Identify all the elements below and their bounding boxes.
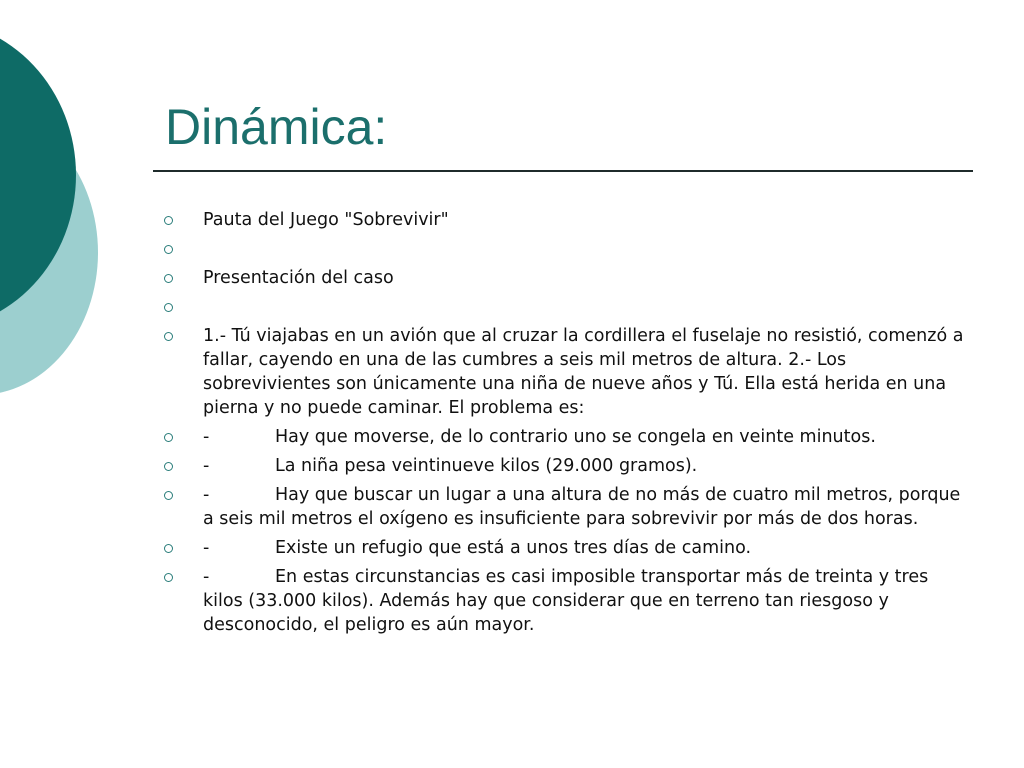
hollow-circle-bullet-icon <box>164 274 173 283</box>
bullet-item-7 <box>160 454 970 478</box>
hollow-circle-bullet-icon <box>164 544 173 553</box>
title-divider <box>153 170 973 172</box>
bullet-item-3 <box>160 266 970 290</box>
hollow-circle-bullet-icon <box>164 303 173 312</box>
hollow-circle-bullet-icon <box>164 573 173 582</box>
bullet-item-6 <box>160 425 970 449</box>
bullet-body: Hay que moverse, de lo contrario uno se congela en veinte minutos. <box>275 427 876 447</box>
bullet-body: En estas circunstancias es casi imposible transportar más de treinta y tres kilos (33.000 kilos). Además hay que considerar que en terreno tan riesgoso y desconocido, el peligro es aún mayor. <box>203 567 929 635</box>
hollow-circle-bullet-icon <box>164 462 173 471</box>
bullet-body: La niña pesa veintinueve kilos (29.000 gramos). <box>275 456 698 476</box>
bullet-body: Existe un refugio que está a unos tres días de camino. <box>275 538 752 558</box>
bullet-item-1 <box>160 208 970 232</box>
bullet-body: 1.- Tú viajabas en un avión que al cruzar la cordillera el fuselaje no resistió, comenzó a fallar, cayendo en una de las cumbres a seis mil metros de altura. 2.- Los sobrevivientes son únicamente una niña de nueve años y Tú. Ella está herida en una pierna y no puede caminar. El problema es: <box>203 326 964 418</box>
bullet-body: Presentación del caso <box>203 268 394 288</box>
bullet-item-2 <box>160 237 970 261</box>
slide-title: Dinámica: <box>165 99 388 155</box>
bullet-text <box>203 208 970 232</box>
bullet-text <box>203 536 970 560</box>
bullet-item-4 <box>160 295 970 319</box>
bullet-text <box>203 266 970 290</box>
hollow-circle-bullet-icon <box>164 332 173 341</box>
bullet-text <box>203 483 970 531</box>
bullet-dash: - <box>203 427 210 447</box>
bullet-item-10 <box>160 565 970 637</box>
hollow-circle-bullet-icon <box>164 491 173 500</box>
bullet-body: Pauta del Juego "Sobrevivir" <box>203 210 449 230</box>
bullet-body: Hay que buscar un lugar a una altura de no más de cuatro mil metros, porque a seis mil metros el oxígeno es insuficiente para sobrevivir por más de dos horas. <box>203 485 961 529</box>
bullet-item-8 <box>160 483 970 531</box>
hollow-circle-bullet-icon <box>164 433 173 442</box>
bullet-text <box>203 324 970 420</box>
bullet-item-5 <box>160 324 970 420</box>
bullet-item-9 <box>160 536 970 560</box>
bullet-dash: - <box>203 456 210 476</box>
hollow-circle-bullet-icon <box>164 245 173 254</box>
bullet-list <box>160 208 970 642</box>
bullet-text <box>203 425 970 449</box>
bullet-dash: - <box>203 538 210 558</box>
bullet-text <box>203 454 970 478</box>
bullet-text <box>203 565 970 637</box>
hollow-circle-bullet-icon <box>164 216 173 225</box>
bullet-dash: - <box>203 485 210 505</box>
bullet-dash: - <box>203 567 210 587</box>
